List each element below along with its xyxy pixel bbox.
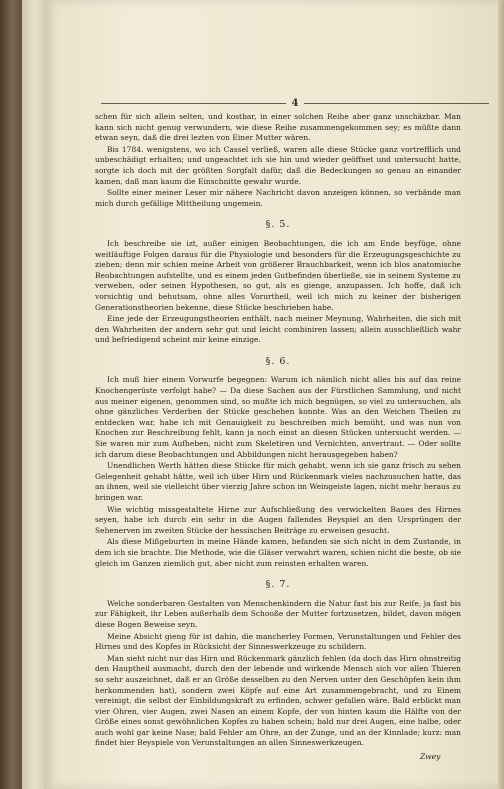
page-header (95, 96, 495, 110)
section-heading-7: §. 7. (265, 579, 291, 591)
paragraph: Sollte einer meiner Leser mir nähere Nachricht davon anzeigen können, so verbände man mich durch gefällige Mittheilung ungemein. (95, 188, 461, 208)
section-heading-5: §. 5. (265, 219, 291, 231)
body-text (95, 112, 461, 750)
section-heading-6: §. 6. (265, 355, 291, 367)
paragraph: Unendlichen Werth hätten diese Stücke für mich gehabt, wenn ich sie ganz frisch zu sehen Gelegenheit gehabt hätte, weil ich über Hirn und Rückenmark vieles nachzusuchen hatte, das an ihnen, weil sie vielleicht über vierzig Jahre schon im Weingeiste lagen, nicht mehr heraus zu bringen war. (95, 461, 461, 502)
paragraph: Man sieht nicht nur das Hirn und Rückenmark gänzlich fehlen (da doch das Hirn ohnstreitig den Hauptheil ausmacht, durch den der lebende und wirkende Mensch sich vor allen Thieren so sehr auszeichnet, daß er an Größe desselben zu den Nerven unter den Geschöpfen kein ihm herkommenden hat), sondern zwei Köpfe auf eine Art zusammengebracht, und zu Einem vereinigt, die selbst der Einbildungskraft zu erfinden, schwer gefallen wäre. Bald erblickt man vier Ohren, vier Augen, zwei Nasen an einem Kopfe, der von hinten kaum die Hälfte von der Größe eines sonst gewöhnlichen Kopfes zu haben schein; bald nur drei Augen, eine halbe, oder auch wohl gar keine Nase; bald Fehler am Ohre, an der Zunge, und an der Kinnlade; kurz: man findet hier Beyspiele von Verunstaltungen an allen Sinneswerkzeugen. (95, 653, 461, 748)
binding-edge (22, 0, 46, 789)
paragraph: Welche sonderbaren Gestalten von Menschenkindern die Natur fast bis zur Reife, ja fast bis zur Fähigkeit, ihr Leben außerhalb dem Schooße der Mutter fortzusetzen, bildet, davon mögen diese Bogen Beweise seyn. (95, 598, 461, 629)
paragraph: Als diese Mißgeburten in meine Hände kamen, befanden sie sich nicht in dem Zustande, in dem ich sie brachte. Die Methode, wie die Gläser verwahrt waren, schien nicht die beste, ob sie gleich im Ganzen ziemlich gut, aber nicht zum reinsten erhalten waren. (95, 537, 462, 568)
paragraph: Meine Absicht gieng für ist dahin, die mancherley Formen, Verunstaltungen und Fehler des Hirnes und des Kopfes in Rücksicht der Sinneswerkzeuge zu schildern. (95, 631, 461, 652)
paragraph: Wie wichtig missgestaltete Hirne zur Aufschließung des verwickelten Baues des Hirnes seyen, habe ich durch ein sehr in die Augen fallendes Beyspiel an den Ursprüngen der Sehenerven im zweiten Stücke der hessischen Beiträge zu erweisen gesucht. (95, 504, 461, 535)
page-edge (498, 0, 504, 789)
page-number: 4 (291, 97, 299, 109)
header-rule-left (101, 103, 286, 104)
paragraph: schen für sich allein selten, und kostbar, in einer solchen Reihe aber ganz unschäzbar. Man kann sich nicht genug verwundern, wie diese Reihe zusammengekommen sey; es müßte dann etwan seyn, daß die drei lezten von Einer Mutter wären. (95, 112, 461, 143)
paragraph: Ich beschreibe sie izt, außer einigen Beobachtungen, die ich am Ende beyfüge, ohne weitläuftige Folgen daraus für die Physiologie und besonders für die Erzeugungsgeschichte zu ziehen; denn mir schien meine Arbeit von größerer Brauchbarkeit, wenn ich blos anatomische Beobachtungen aufstellte, und es einem jeden Gutbefinden überließe, sie in seinem Systeme zu verweben, oder seinen Hypothesen, so gut, als es gienge, anzupassen. Ich hoffe, daß ich vorsichtig und behutsam, ohne alles Vorurtheil, weil ich mich zu keiner der bisherigen Generationstheorien bekenne, diese Stücke beschrieben habe. (95, 238, 461, 312)
paragraph: Bis 1784. wenigstens, wo ich Cassel verließ, waren alle diese Stücke ganz vortrefflich und unbeschädigt erhalten; und ungeachtet ich sie hin und wieder geöffnet und untersucht hatte, sorgte ich doch mit der größten Sorgfalt dafür, daß die Bedeckungen so genau an einander kamen, daß man kaum die Einschnitte gewahr wurde. (95, 144, 461, 186)
catchword: Zwey (420, 752, 441, 761)
header-rule-right (304, 103, 489, 104)
paragraph: Ich muß hier einem Vorwurfe begegnen: Warum ich nämlich nicht alles bis auf das reine Knochengerüste verfolgt habe? — Da diese Sachen aus der Fürstlichen Sammlung, und nicht aus meiner eigenen, genommen sind, so mußte ich mich begnügen, so viel zu untersuchen, als ohne gänzliches Verderben der Stücke geschehen konnte. Was an den Weichen Theilen zu entdecken war, habe ich mit Genauigkeit zu beschreiben mich bemüht, und was nun von Knochen zur Beschreibung fehlt, kann ja noch einst an diesen Stücken untersucht werden. — Sie waren mir zum Aufheben, nicht zum Skeletiren und Vernichten, anvertraut. — Oder sollte ich darum diese Beobachtungen und Abbildungen nicht herausgegeben haben? (95, 375, 461, 459)
paragraph: Eine jede der Erzeugungstheorien enthält, nach meiner Meynung, Wahrheiten, die sich mit den Wahrheiten der andern sehr gut und leicht combiniren lassen; allein ausschließlich wahr und befriedigend scheint mir keine einzige. (95, 314, 461, 345)
